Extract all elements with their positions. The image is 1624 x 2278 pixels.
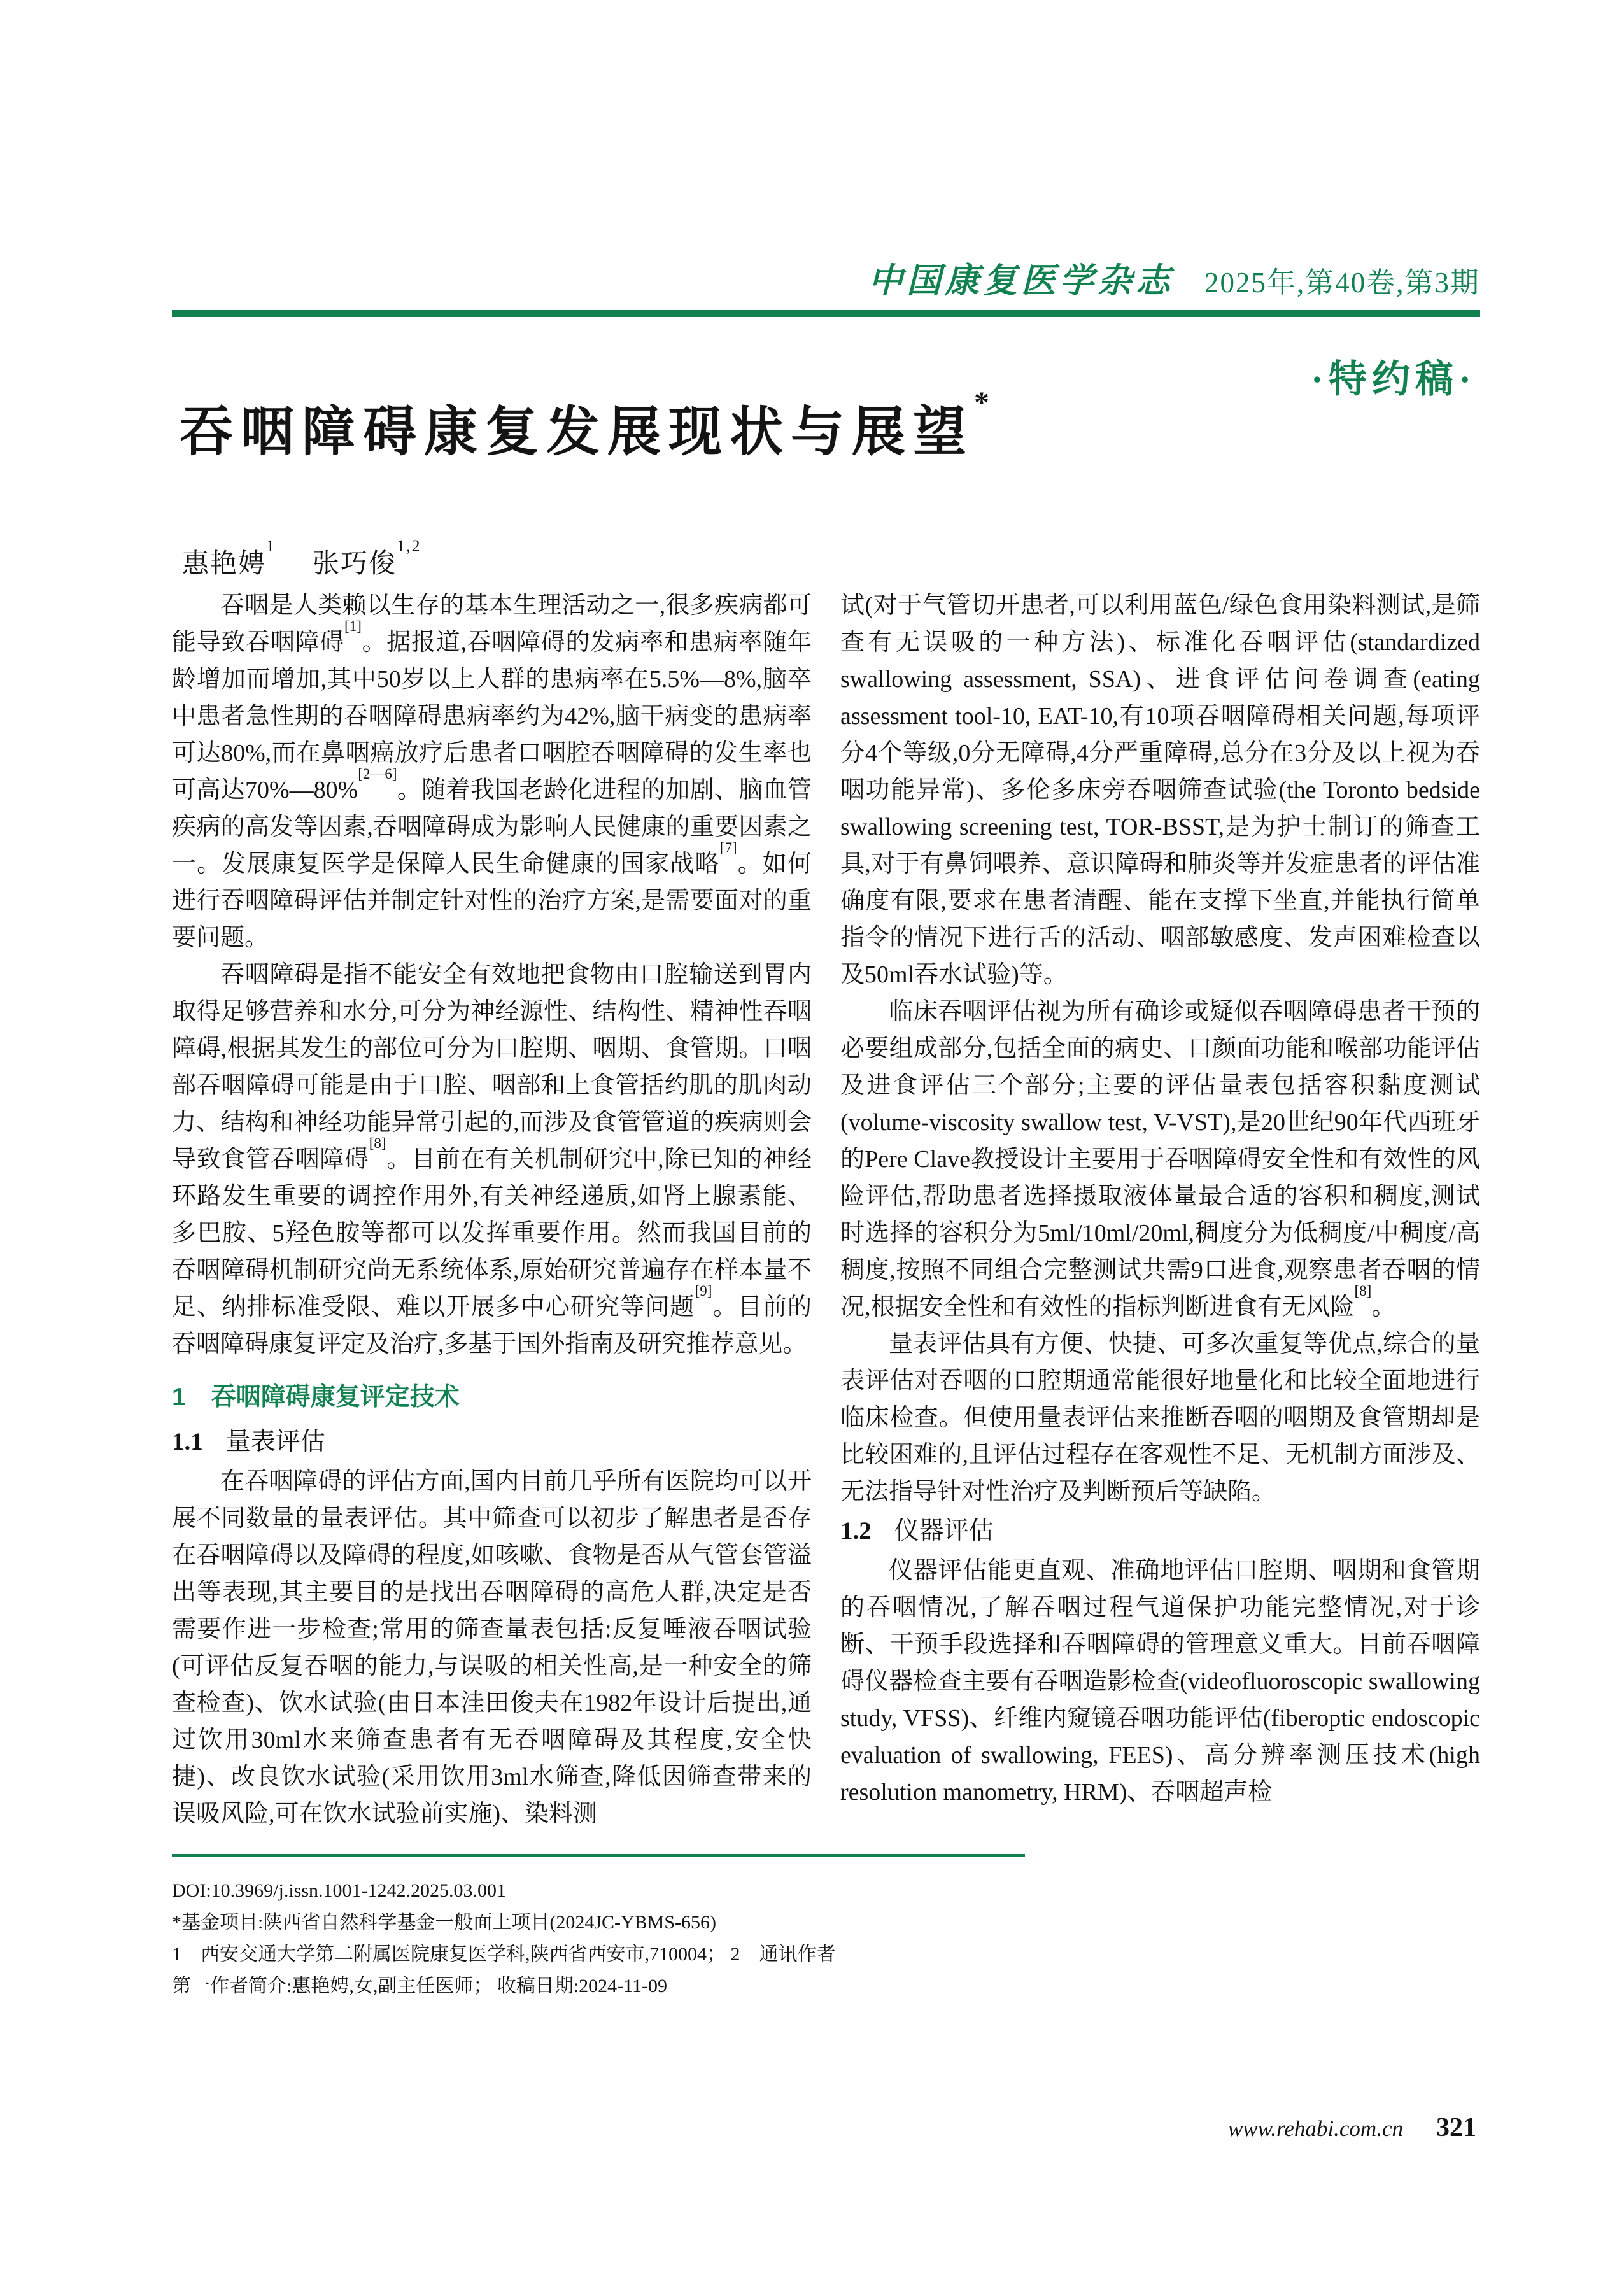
article-title: [180, 386, 990, 465]
heading-text: 量表评估: [225, 1428, 325, 1455]
heading-number: 1: [172, 1383, 186, 1411]
footnote-line: DOI:10.3969/j.issn.1001-1242.2025.03.001: [172, 1880, 506, 1901]
journal-logo: 中国康复医学杂志: [868, 260, 1174, 301]
reference-superscript: [8]: [1354, 1283, 1372, 1299]
heading-text: 仪器评估: [894, 1517, 994, 1545]
right-column: [840, 587, 1480, 1811]
subsection-heading: [840, 1513, 1480, 1550]
reference-superscript: [8]: [369, 1135, 386, 1152]
issue-info: 2025年,第40卷,第3期: [1204, 267, 1480, 299]
author-name: 惠艳娉$^1$: [182, 537, 276, 579]
heading-number: 1.1: [172, 1428, 203, 1455]
reference-superscript: [1]: [344, 618, 362, 635]
body-paragraph: 吞咽是人类赖以生存的基本生理活动之一,很多疾病都可能导致吞咽障碍[1]。据报道,吞咽障碍的发病率和患病率随年龄增加而增加,其中50岁以上人群的患病率在5.5%—8%,脑卒中患者急性期的吞咽障碍患病率约为42%,脑干病变的患病率可达80%,而在鼻咽癌放疗后患者口咽腔吞咽障碍的发生率也可高达70%—80%[2—6]。随着我国老龄化进程的加剧、脑血管疾病的高发等因素,吞咽障碍成为影响人民健康的重要因素之一。发展康复医学是保障人民生命健康的国家战略[7]。如何进行吞咽障碍评估并制定针对性的治疗方案,是需要面对的重要问题。: [172, 592, 812, 951]
body-paragraph: 仪器评估能更直观、准确地评估口腔期、咽期和食管期的吞咽情况,了解吞咽过程气道保护功能完整情况,对于诊断、干预手段选择和吞咽障碍的管理意义重大。目前吞咽障碍仪器检查主要有吞咽造影检查(videofluoroscopic swallowing study, VFSS)、纤维内窥镜吞咽功能评估(fiberoptic endoscopic evaluation of swallowing, FEES)、高分辨率测压技术(high resolution manometry, HRM)、吞咽超声检: [840, 1557, 1480, 1806]
page-number: 321: [1436, 2113, 1476, 2142]
footnote-line: 第一作者简介:惠艳娉,女,副主任医师； 收稿日期:2024-11-09: [172, 1976, 668, 1997]
heading-text: 吞咽障碍康复评定技术: [211, 1383, 460, 1411]
heading-number: 1.2: [840, 1517, 872, 1545]
page-footer: [1228, 2112, 1476, 2143]
subsection-heading: [172, 1424, 812, 1461]
author-affiliation-superscript: 1,2: [397, 537, 421, 555]
footnote-divider: [172, 1854, 1025, 1857]
article-title-text: 吞咽障碍康复发展现状与展望: [180, 403, 975, 462]
body-paragraph: 临床吞咽评估视为所有确诊或疑似吞咽障碍患者干预的必要组成部分,包括全面的病史、口颜面功能和喉部功能评估及进食评估三个部分;主要的评估量表包括容积黏度测试(volume-viscosity swallow test, V-VST),是20世纪90年代西班牙的Pere Clave教授设计主要用于吞咽障碍安全性和有效性的风险评估,帮助患者选择摄取液体量最合适的容积和稠度,测试时选择的容积分为5ml/10ml/20ml,稠度分为低稠度/中稠度/高稠度,按照不同组合完整测试共需9口进食,观察患者吞咽的情况,根据安全性和有效性的指标判断进食有无风险[8]。: [840, 998, 1480, 1320]
body-paragraph: 试(对于气管切开患者,可以利用蓝色/绿色食用染料测试,是筛查有无误吸的一种方法)、标准化吞咽评估(standardized swallowing assessment, SSA)、进食评估问卷调查(eating assessment tool-10, EAT-10,有10项吞咽障碍相关问题,每项评分4个等级,0分无障碍,4分严重障碍,总分在3分及以上视为吞咽功能异常)、多伦多床旁吞咽筛查试验(the Toronto bedside swallowing screening test, TOR-BSST,是为护士制订的筛查工具,对于有鼻饲喂养、意识障碍和肺炎等并发症患者的评估准确度有限,要求在患者清醒、能在支撑下坐直,并能执行简单指令的情况下进行舌的活动、咽部敏感度、发声困难检查以及50ml吞水试验)等。: [840, 592, 1480, 988]
author-list: [182, 537, 458, 581]
left-column: [172, 587, 836, 2002]
reference-superscript: [2—6]: [358, 766, 397, 782]
page-header: [172, 253, 1480, 302]
reference-superscript: [9]: [695, 1283, 712, 1299]
author-name: 张巧俊$^{1,2}$: [313, 537, 421, 579]
title-asterisk: *: [974, 386, 990, 420]
body-paragraph: 在吞咽障碍的评估方面,国内目前几乎所有医院均可以开展不同数量的量表评估。其中筛查可以初步了解患者是否存在吞咽障碍以及障碍的程度,如咳嗽、食物是否从气管套管溢出等表现,其主要目的是找出吞咽障碍的高危人群,决定是否需要作进一步检查;常用的筛查量表包括:反复唾液吞咽试验(可评估反复吞咽的能力,与误吸的相关性高,是一种安全的筛查检查)、饮水试验(由日本洼田俊夫在1982年设计后提出,通过饮用30ml水来筛查患者有无吞咽障碍及其程度,安全快捷)、改良饮水试验(采用饮用3ml水筛查,降低因筛查带来的误吸风险,可在饮水试验前实施)、染料测: [172, 1468, 812, 1827]
footnote-line: 1 西安交通大学第二附属医院康复医学科,陕西省西安市,710004； 2 通讯作者: [172, 1944, 836, 1965]
reference-superscript: [7]: [719, 840, 737, 856]
footnote-line: *基金项目:陕西省自然科学基金一般面上项目(2024JC-YBMS-656): [172, 1912, 717, 1933]
author-affiliation-superscript: 1: [266, 537, 276, 555]
article-type-label: ·特约稿·: [1310, 358, 1476, 400]
header-divider: [172, 310, 1480, 317]
section-heading: [172, 1379, 812, 1416]
body-paragraph: 吞咽障碍是指不能安全有效地把食物由口腔输送到胃内取得足够营养和水分,可分为神经源性、结构性、精神性吞咽障碍,根据其发生的部位可分为口腔期、咽期、食管期。口咽部吞咽障碍可能是由于口腔、咽部和上食管括约肌的肌肉动力、结构和神经功能异常引起的,而涉及食管管道的疾病则会导致食管吞咽障碍[8]。目前在有关机制研究中,除已知的神经环路发生重要的调控作用外,有关神经递质,如肾上腺素能、多巴胺、5羟色胺等都可以发挥重要作用。然而我国目前的吞咽障碍机制研究尚无系统体系,原始研究普遍存在样本量不足、纳排标准受限、难以开展多中心研究等问题[9]。目前的吞咽障碍康复评定及治疗,多基于国外指南及研究推荐意见。: [172, 961, 812, 1357]
journal-website: www.rehabi.com.cn: [1227, 2116, 1403, 2141]
body-paragraph: 量表评估具有方便、快捷、可多次重复等优点,综合的量表评估对吞咽的口腔期通常能很好地量化和比较全面地进行临床检查。但使用量表评估来推断吞咽的咽期及食管期却是比较困难的,且评估过程存在客观性不足、无机制方面涉及、无法指导针对性治疗及判断预后等缺陷。: [840, 1331, 1480, 1505]
